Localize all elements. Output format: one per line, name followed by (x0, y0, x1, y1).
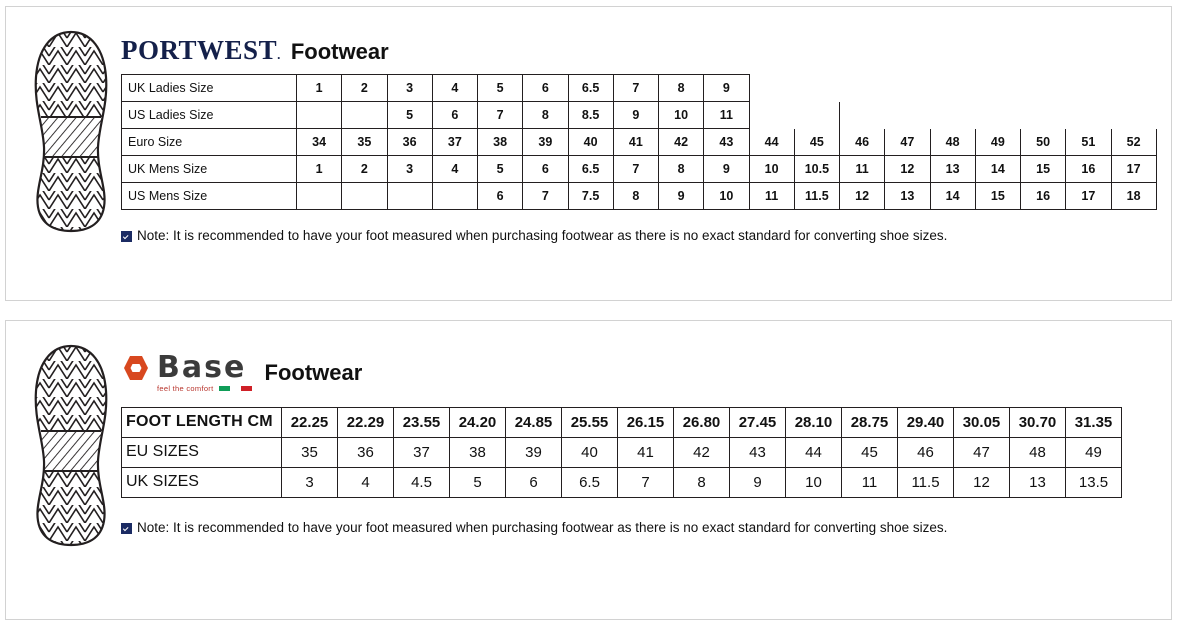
cell: 26.80 (674, 407, 730, 437)
row-label: EU SIZES (122, 437, 282, 467)
note-text: Note: It is recommended to have your foot measured when purchasing footwear as there is no exact standard for converting shoe sizes. (137, 519, 948, 535)
cell: 17 (1111, 156, 1156, 183)
portwest-brand (121, 37, 1156, 64)
table-row (122, 437, 1122, 467)
cell: 9 (704, 156, 749, 183)
base-note (121, 520, 1121, 535)
cell: 6.5 (562, 467, 618, 497)
cell-empty (749, 102, 794, 129)
cell: 40 (562, 437, 618, 467)
cell: 6 (523, 156, 568, 183)
cell: 44 (786, 437, 842, 467)
cell-empty (930, 102, 975, 129)
cell: 49 (1066, 437, 1122, 467)
cell: 7 (613, 156, 658, 183)
shoe-sole-icon (31, 29, 111, 234)
cell: 50 (1021, 129, 1066, 156)
cell: 46 (840, 129, 885, 156)
cell: 11 (704, 102, 749, 129)
cell: 13 (885, 183, 930, 210)
cell (297, 102, 342, 129)
cell: 40 (568, 129, 613, 156)
cell: 11.5 (898, 467, 954, 497)
base-tagline-row (157, 385, 253, 393)
cell (342, 183, 387, 210)
cell: 28.75 (842, 407, 898, 437)
cell: 2 (342, 75, 387, 102)
cell: 11.5 (794, 183, 839, 210)
cell: 13 (930, 156, 975, 183)
cell: 10 (749, 156, 794, 183)
cell: 3 (282, 467, 338, 497)
base-name-text: Base (157, 350, 247, 385)
cell: 12 (885, 156, 930, 183)
table-row (122, 75, 1157, 102)
cell: 34 (297, 129, 342, 156)
cell: 8.5 (568, 102, 613, 129)
table-row (122, 183, 1157, 210)
cell: 5 (387, 102, 432, 129)
base-brand (121, 350, 1121, 393)
cell-empty (930, 75, 975, 102)
cell: 42 (674, 437, 730, 467)
cell: 11 (842, 467, 898, 497)
cell: 31.35 (1066, 407, 1122, 437)
cell: 8 (659, 75, 704, 102)
cell: 7 (618, 467, 674, 497)
cell-empty (1021, 75, 1066, 102)
cell: 5 (478, 75, 523, 102)
cell: 4.5 (394, 467, 450, 497)
table-row (122, 102, 1157, 129)
cell (387, 183, 432, 210)
cell: 11 (840, 156, 885, 183)
cell: 41 (613, 129, 658, 156)
cell: 6 (523, 75, 568, 102)
cell: 11 (749, 183, 794, 210)
cell: 9 (730, 467, 786, 497)
cell: 8 (674, 467, 730, 497)
cell: 12 (840, 183, 885, 210)
cell-empty (794, 102, 839, 129)
cell: 48 (1010, 437, 1066, 467)
cell: 27.45 (730, 407, 786, 437)
cell: 36 (338, 437, 394, 467)
cell: 52 (1111, 129, 1156, 156)
portwest-note (121, 228, 1156, 243)
shoe-sole-icon (31, 343, 111, 548)
cell: 1 (297, 156, 342, 183)
cell: 38 (450, 437, 506, 467)
cell: 16 (1021, 183, 1066, 210)
base-wordmark (157, 350, 253, 393)
checkbox-icon (121, 523, 132, 534)
cell: 29.40 (898, 407, 954, 437)
base-hex-icon (121, 353, 151, 383)
cell: 16 (1066, 156, 1111, 183)
row-label: US Ladies Size (122, 102, 297, 129)
cell: 17 (1066, 183, 1111, 210)
cell-empty (749, 75, 794, 102)
cell: 49 (975, 129, 1020, 156)
cell: 22.29 (338, 407, 394, 437)
cell-empty (885, 102, 930, 129)
cell: 48 (930, 129, 975, 156)
cell: 2 (342, 156, 387, 183)
cell-empty (975, 75, 1020, 102)
base-content (121, 350, 1121, 535)
cell: 13.5 (1066, 467, 1122, 497)
cell-empty (975, 102, 1020, 129)
cell: 12 (954, 467, 1010, 497)
cell-empty (885, 75, 930, 102)
cell: 45 (842, 437, 898, 467)
cell: 23.55 (394, 407, 450, 437)
cell: 47 (954, 437, 1010, 467)
cell: 1 (297, 75, 342, 102)
table-row (122, 467, 1122, 497)
cell: 3 (387, 156, 432, 183)
cell-empty (1021, 102, 1066, 129)
cell: 6.5 (568, 156, 613, 183)
cell: 9 (704, 75, 749, 102)
portwest-size-table (121, 74, 1157, 210)
cell: 10 (704, 183, 749, 210)
note-text: Note: It is recommended to have your foot measured when purchasing footwear as there is no exact standard for converting shoe sizes. (137, 228, 948, 243)
cell: 22.25 (282, 407, 338, 437)
cell: 4 (432, 75, 477, 102)
cell (297, 183, 342, 210)
cell: 14 (975, 156, 1020, 183)
cell: 6.5 (568, 75, 613, 102)
cell-empty (1066, 102, 1111, 129)
table-row (122, 156, 1157, 183)
cell: 10.5 (794, 156, 839, 183)
cell-empty (1111, 102, 1156, 129)
cell: 7.5 (568, 183, 613, 210)
cell: 8 (659, 156, 704, 183)
cell: 9 (613, 102, 658, 129)
cell: 18 (1111, 183, 1156, 210)
cell: 37 (394, 437, 450, 467)
cell: 5 (450, 467, 506, 497)
cell: 6 (478, 183, 523, 210)
cell: 28.10 (786, 407, 842, 437)
cell: 43 (730, 437, 786, 467)
cell (342, 102, 387, 129)
cell: 4 (432, 156, 477, 183)
row-label: Euro Size (122, 129, 297, 156)
base-logo (121, 350, 253, 393)
cell: 10 (659, 102, 704, 129)
cell-empty (840, 102, 885, 129)
cell: 9 (659, 183, 704, 210)
cell: 46 (898, 437, 954, 467)
cell: 39 (506, 437, 562, 467)
cell-empty (1111, 75, 1156, 102)
cell: 41 (618, 437, 674, 467)
cell: 38 (478, 129, 523, 156)
cell: 43 (704, 129, 749, 156)
portwest-brand-suffix: Footwear (290, 39, 389, 64)
cell: 7 (478, 102, 523, 129)
cell: 45 (794, 129, 839, 156)
cell: 39 (523, 129, 568, 156)
cell: 15 (1021, 156, 1066, 183)
cell: 37 (432, 129, 477, 156)
cell: 8 (613, 183, 658, 210)
cell-empty (794, 75, 839, 102)
cell: 5 (478, 156, 523, 183)
portwest-logo-mark: . (277, 47, 281, 62)
row-label: US Mens Size (122, 183, 297, 210)
cell: 13 (1010, 467, 1066, 497)
cell: 7 (613, 75, 658, 102)
cell: 4 (338, 467, 394, 497)
checkbox-icon (121, 231, 132, 242)
portwest-size-chart-panel (5, 6, 1172, 301)
cell-empty (840, 75, 885, 102)
cell: 3 (387, 75, 432, 102)
row-label: UK Mens Size (122, 156, 297, 183)
base-tagline-text: feel the comfort (157, 384, 214, 393)
cell: 8 (523, 102, 568, 129)
base-size-chart-panel (5, 320, 1172, 620)
cell: 30.05 (954, 407, 1010, 437)
portwest-content (121, 37, 1156, 243)
row-label: FOOT LENGTH CM (122, 407, 282, 437)
cell: 10 (786, 467, 842, 497)
cell: 6 (506, 467, 562, 497)
cell-empty (1066, 75, 1111, 102)
cell: 36 (387, 129, 432, 156)
portwest-logo-text: PORTWEST. (121, 35, 281, 65)
cell: 24.85 (506, 407, 562, 437)
base-size-table (121, 407, 1122, 498)
cell: 35 (282, 437, 338, 467)
cell: 26.15 (618, 407, 674, 437)
cell: 14 (930, 183, 975, 210)
table-row (122, 407, 1122, 437)
row-label: UK SIZES (122, 467, 282, 497)
cell: 15 (975, 183, 1020, 210)
cell: 47 (885, 129, 930, 156)
cell: 6 (432, 102, 477, 129)
cell (432, 183, 477, 210)
base-brand-suffix: Footwear (264, 359, 363, 385)
cell: 44 (749, 129, 794, 156)
cell: 35 (342, 129, 387, 156)
cell: 30.70 (1010, 407, 1066, 437)
cell: 25.55 (562, 407, 618, 437)
cell: 7 (523, 183, 568, 210)
italy-flag-icon (219, 386, 253, 391)
cell: 51 (1066, 129, 1111, 156)
table-row (122, 129, 1157, 156)
cell: 24.20 (450, 407, 506, 437)
row-label: UK Ladies Size (122, 75, 297, 102)
cell: 42 (659, 129, 704, 156)
